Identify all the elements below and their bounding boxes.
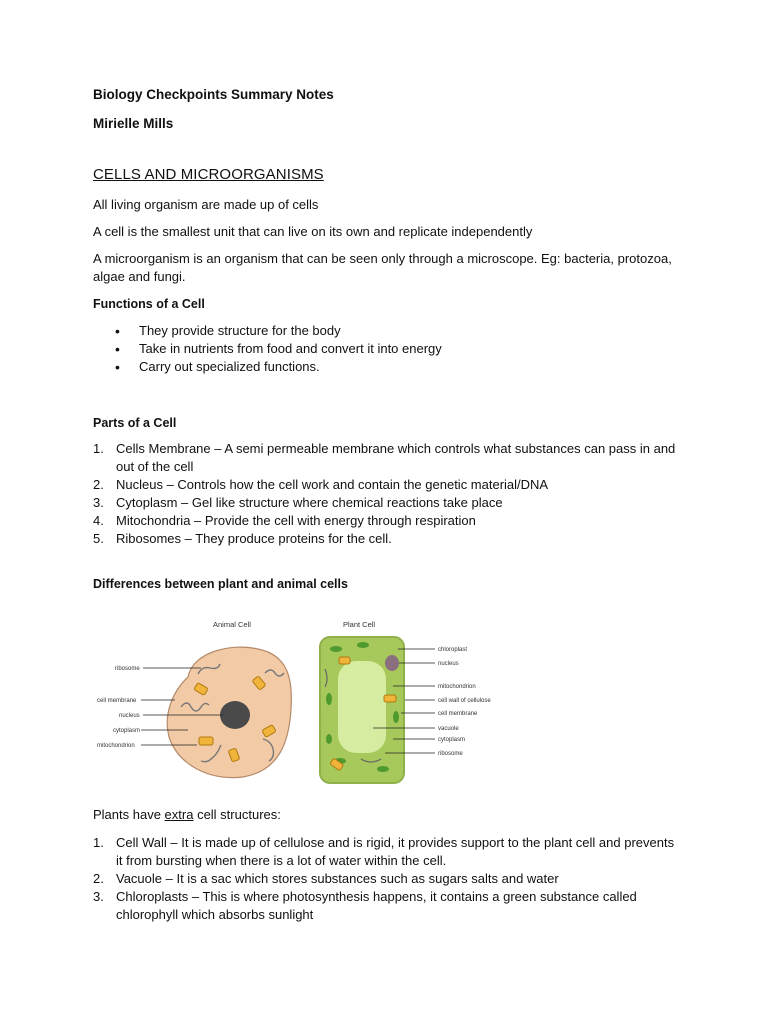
plant-chloroplast bbox=[393, 711, 399, 723]
plants-extra-prefix: Plants have bbox=[93, 807, 165, 822]
plant-label: vacuole bbox=[438, 726, 459, 732]
plant-label: ribosome bbox=[438, 751, 463, 757]
plant-nucleus bbox=[385, 655, 399, 671]
list-number: 1. bbox=[93, 835, 104, 850]
plant-mitochondrion bbox=[384, 695, 396, 702]
plant-label: nucleus bbox=[438, 661, 459, 667]
list-item bbox=[93, 530, 683, 548]
parts-heading: Parts of a Cell bbox=[93, 416, 177, 430]
list-number: 2. bbox=[93, 871, 104, 886]
plants-extra-line bbox=[93, 806, 683, 824]
plants-extra-underlined: extra bbox=[164, 807, 194, 822]
differences-heading: Differences between plant and animal cells bbox=[93, 577, 348, 591]
list-number: 2. bbox=[93, 477, 104, 492]
document-title: Biology Checkpoints Summary Notes bbox=[93, 87, 334, 102]
plant-chloroplast bbox=[326, 693, 332, 705]
animal-label: cytoplasm bbox=[113, 728, 141, 734]
list-text: Cells Membrane – A semi permeable membrane which controls what substances can pass in and out of the cell bbox=[116, 441, 676, 474]
list-text: Chloroplasts – This is where photosynthesis happens, it contains a green substance called chlorophyll which absorbs sunlight bbox=[116, 889, 637, 922]
list-text: Nucleus – Controls how the cell work and contain the genetic material/DNA bbox=[116, 477, 549, 492]
list-item bbox=[93, 870, 683, 888]
list-number: 1. bbox=[93, 441, 104, 456]
plant-structures-list bbox=[93, 834, 683, 924]
animal-label: nucleus bbox=[119, 713, 140, 719]
paragraph: All living organism are made up of cells bbox=[93, 197, 319, 212]
list-item bbox=[93, 512, 683, 530]
functions-heading: Functions of a Cell bbox=[93, 297, 205, 311]
paragraph: A microorganism is an organism that can be seen only through a microscope. Eg: bacteria, protozoa, algae and fungi. bbox=[93, 251, 672, 284]
plant-chloroplast bbox=[377, 766, 389, 772]
list-item bbox=[93, 440, 683, 476]
functions-list bbox=[93, 322, 683, 376]
plant-label: cell wall of cellulose bbox=[438, 698, 491, 704]
animal-label: mitochondrion bbox=[97, 743, 135, 749]
plant-chloroplast bbox=[326, 734, 332, 744]
list-item: • They provide structure for the body bbox=[93, 322, 683, 340]
plants-extra-suffix: cell structures: bbox=[193, 807, 281, 822]
paragraph: A cell is the smallest unit that can live on its own and replicate independently bbox=[93, 224, 533, 239]
list-item bbox=[93, 476, 683, 494]
list-text: Cell Wall – It is made up of cellulose and is rigid, it provides support to the plant cell and prevents it from bursting when there is a lot of water within the cell. bbox=[116, 835, 675, 868]
plant-chloroplast bbox=[357, 642, 369, 648]
plant-chloroplast bbox=[330, 646, 342, 652]
animal-label: ribosome bbox=[115, 666, 140, 672]
list-text: Ribosomes – They produce proteins for the cell. bbox=[116, 531, 392, 546]
list-number: 3. bbox=[93, 889, 104, 904]
plant-label: chloroplast bbox=[438, 647, 468, 653]
parts-list bbox=[93, 440, 683, 548]
list-item: • Take in nutrients from food and convert it into energy bbox=[93, 340, 683, 358]
plant-cell-title: Plant Cell bbox=[343, 620, 376, 629]
list-text: Vacuole – It is a sac which stores substances such as sugars salts and water bbox=[116, 871, 559, 886]
cell-diagram bbox=[93, 609, 513, 789]
list-item bbox=[93, 834, 683, 870]
plant-label: mitochondrion bbox=[438, 684, 476, 690]
animal-cell-title: Animal Cell bbox=[213, 620, 251, 629]
list-number: 3. bbox=[93, 495, 104, 510]
list-number: 5. bbox=[93, 531, 104, 546]
document-page bbox=[93, 86, 683, 924]
animal-mitochondrion bbox=[199, 737, 213, 745]
animal-label: cell membrane bbox=[97, 698, 137, 704]
list-item bbox=[93, 494, 683, 512]
list-item: • Carry out specialized functions. bbox=[93, 358, 683, 376]
plant-mitochondrion bbox=[339, 657, 350, 664]
list-item bbox=[93, 888, 683, 924]
plant-label: cytoplasm bbox=[438, 737, 466, 743]
plant-label: cell membrane bbox=[438, 711, 478, 717]
animal-nucleus bbox=[220, 701, 250, 729]
plant-vacuole bbox=[338, 661, 386, 753]
list-text: Cytoplasm – Gel like structure where chemical reactions take place bbox=[116, 495, 503, 510]
list-number: 4. bbox=[93, 513, 104, 528]
list-text: Mitochondria – Provide the cell with energy through respiration bbox=[116, 513, 476, 528]
section-title: CELLS AND MICROORGANISMS bbox=[93, 166, 324, 183]
author-name: Mirielle Mills bbox=[93, 116, 174, 131]
